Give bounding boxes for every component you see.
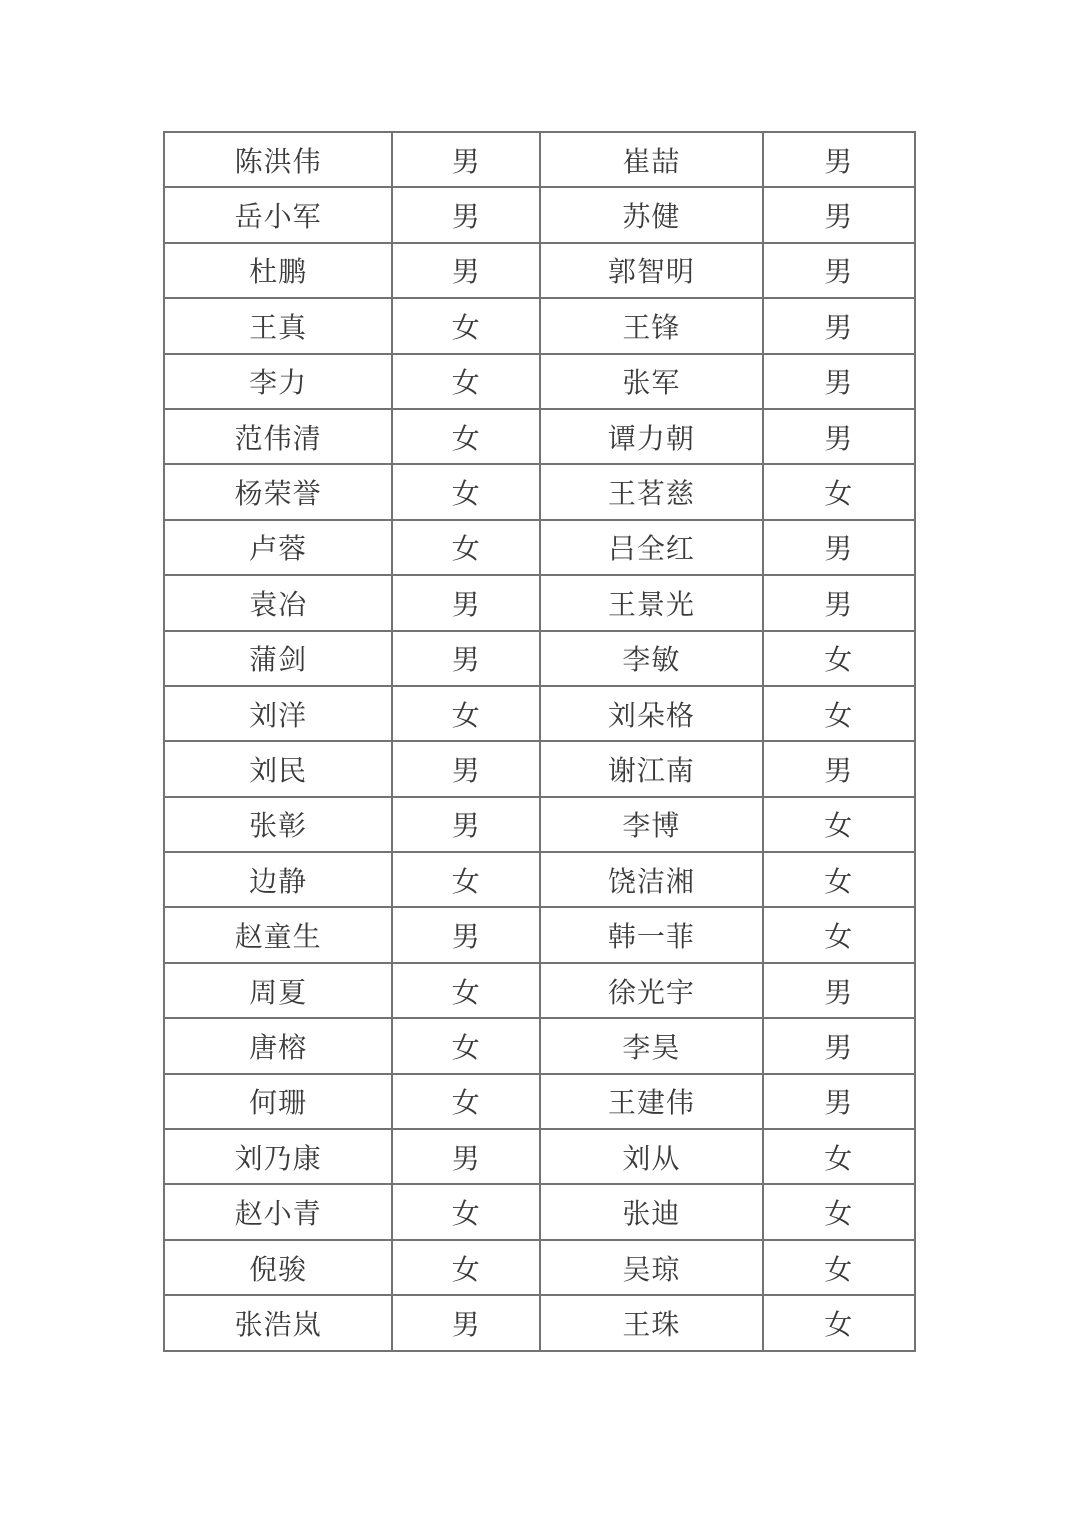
gender-left: 女 — [392, 464, 540, 519]
person-name-left: 赵小青 — [164, 1184, 392, 1239]
gender-right: 女 — [763, 907, 915, 962]
person-name-right: 王茗慈 — [540, 464, 762, 519]
person-name-left: 周夏 — [164, 963, 392, 1018]
gender-right: 女 — [763, 631, 915, 686]
person-name-left: 张浩岚 — [164, 1295, 392, 1350]
gender-left: 女 — [392, 963, 540, 1018]
person-name-left: 刘民 — [164, 741, 392, 796]
table-row — [164, 409, 915, 464]
person-name-left: 卢蓉 — [164, 520, 392, 575]
person-name-right: 李昊 — [540, 1018, 762, 1073]
person-name-left: 岳小军 — [164, 187, 392, 242]
gender-left: 男 — [392, 243, 540, 298]
gender-right: 男 — [763, 409, 915, 464]
gender-right: 女 — [763, 1184, 915, 1239]
person-name-right: 吴琼 — [540, 1240, 762, 1295]
gender-left: 男 — [392, 187, 540, 242]
person-name-right: 谭力朝 — [540, 409, 762, 464]
person-name-right: 刘朵格 — [540, 686, 762, 741]
gender-left: 女 — [392, 852, 540, 907]
gender-right: 男 — [763, 1018, 915, 1073]
person-name-right: 韩一菲 — [540, 907, 762, 962]
table-row — [164, 1018, 915, 1073]
person-name-left: 张彰 — [164, 797, 392, 852]
gender-right: 男 — [763, 1074, 915, 1129]
table-row — [164, 464, 915, 519]
gender-left: 男 — [392, 631, 540, 686]
table-row — [164, 575, 915, 630]
person-name-right: 王建伟 — [540, 1074, 762, 1129]
gender-right: 男 — [763, 243, 915, 298]
person-name-left: 赵童生 — [164, 907, 392, 962]
person-name-left: 唐榕 — [164, 1018, 392, 1073]
person-name-right: 李博 — [540, 797, 762, 852]
table-row — [164, 852, 915, 907]
person-name-left: 陈洪伟 — [164, 132, 392, 187]
gender-left: 女 — [392, 409, 540, 464]
table-row — [164, 963, 915, 1018]
gender-right: 男 — [763, 298, 915, 353]
table-row — [164, 797, 915, 852]
gender-right: 男 — [763, 520, 915, 575]
table-row — [164, 187, 915, 242]
person-name-right: 王锋 — [540, 298, 762, 353]
gender-right: 女 — [763, 852, 915, 907]
gender-left: 女 — [392, 1018, 540, 1073]
gender-right: 男 — [763, 354, 915, 409]
person-name-left: 何珊 — [164, 1074, 392, 1129]
table-row — [164, 520, 915, 575]
gender-right: 女 — [763, 686, 915, 741]
gender-right: 男 — [763, 187, 915, 242]
person-name-right: 徐光宇 — [540, 963, 762, 1018]
gender-left: 女 — [392, 1184, 540, 1239]
person-name-left: 范伟清 — [164, 409, 392, 464]
gender-left: 女 — [392, 354, 540, 409]
table-row — [164, 354, 915, 409]
gender-left: 男 — [392, 1295, 540, 1350]
gender-left: 男 — [392, 907, 540, 962]
gender-left: 男 — [392, 797, 540, 852]
gender-left: 男 — [392, 575, 540, 630]
table-row — [164, 907, 915, 962]
person-name-left: 刘乃康 — [164, 1129, 392, 1184]
person-name-left: 杨荣誉 — [164, 464, 392, 519]
roster-table-body — [164, 132, 915, 1351]
person-name-right: 王景光 — [540, 575, 762, 630]
gender-left: 男 — [392, 1129, 540, 1184]
table-row — [164, 243, 915, 298]
gender-right: 女 — [763, 1129, 915, 1184]
gender-left: 女 — [392, 1240, 540, 1295]
person-name-left: 刘洋 — [164, 686, 392, 741]
gender-right: 男 — [763, 575, 915, 630]
gender-right: 女 — [763, 797, 915, 852]
person-name-right: 谢江南 — [540, 741, 762, 796]
person-name-left: 杜鹏 — [164, 243, 392, 298]
gender-right: 男 — [763, 741, 915, 796]
table-row — [164, 132, 915, 187]
gender-left: 男 — [392, 741, 540, 796]
person-name-right: 王珠 — [540, 1295, 762, 1350]
table-row — [164, 298, 915, 353]
person-name-right: 崔喆 — [540, 132, 762, 187]
person-name-right: 吕全红 — [540, 520, 762, 575]
person-name-right: 李敏 — [540, 631, 762, 686]
gender-left: 女 — [392, 686, 540, 741]
gender-left: 女 — [392, 520, 540, 575]
person-name-right: 苏健 — [540, 187, 762, 242]
table-row — [164, 1184, 915, 1239]
table-row — [164, 1240, 915, 1295]
gender-left: 女 — [392, 298, 540, 353]
gender-right: 男 — [763, 963, 915, 1018]
person-name-right: 饶洁湘 — [540, 852, 762, 907]
table-row — [164, 1074, 915, 1129]
table-row — [164, 1295, 915, 1350]
table-row — [164, 631, 915, 686]
gender-right: 男 — [763, 132, 915, 187]
table-row — [164, 686, 915, 741]
person-name-left: 王真 — [164, 298, 392, 353]
table-row — [164, 741, 915, 796]
gender-left: 女 — [392, 1074, 540, 1129]
person-name-left: 蒲剑 — [164, 631, 392, 686]
person-name-left: 袁冶 — [164, 575, 392, 630]
table-row — [164, 1129, 915, 1184]
gender-right: 女 — [763, 1295, 915, 1350]
person-name-right: 张军 — [540, 354, 762, 409]
person-name-left: 李力 — [164, 354, 392, 409]
person-name-left: 倪骏 — [164, 1240, 392, 1295]
person-name-right: 刘从 — [540, 1129, 762, 1184]
gender-left: 男 — [392, 132, 540, 187]
roster-table — [163, 131, 916, 1352]
gender-right: 女 — [763, 1240, 915, 1295]
person-name-left: 边静 — [164, 852, 392, 907]
gender-right: 女 — [763, 464, 915, 519]
person-name-right: 郭智明 — [540, 243, 762, 298]
person-name-right: 张迪 — [540, 1184, 762, 1239]
